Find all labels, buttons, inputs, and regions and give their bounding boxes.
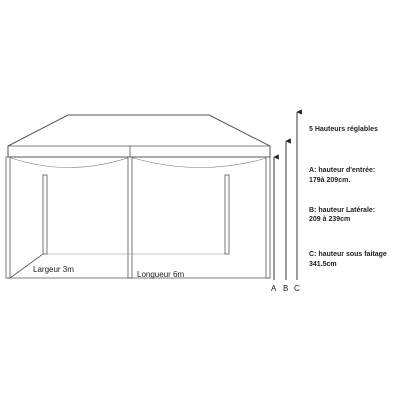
heights-title: 5 Hauteurs réglables [309,126,378,133]
height-c-value: 341.5cm [309,261,337,268]
front-right-leg [266,157,270,278]
width-label: Largeur 3m [33,265,74,274]
length-label: Longueur 6m [137,270,185,279]
height-c-label: C: hauteur sous faitage [309,251,387,258]
height-a-value: 179à 209cm. [309,177,351,184]
height-a-label: A: hauteur d'entrée: [309,167,376,174]
height-c-marker: C [294,284,300,293]
back-right-leg [225,175,229,254]
back-left-leg [43,175,47,254]
valance-curve-left [8,157,130,168]
height-b-value: 209 à 239cm [309,216,351,223]
valance-curve-right [130,157,270,168]
height-a-marker: A [271,284,277,293]
height-b-marker: B [283,284,289,293]
front-center-leg [128,157,132,278]
height-b-label: B: hauteur Latérale: [309,207,376,214]
tent-roof [8,115,270,157]
front-left-leg [6,157,10,278]
